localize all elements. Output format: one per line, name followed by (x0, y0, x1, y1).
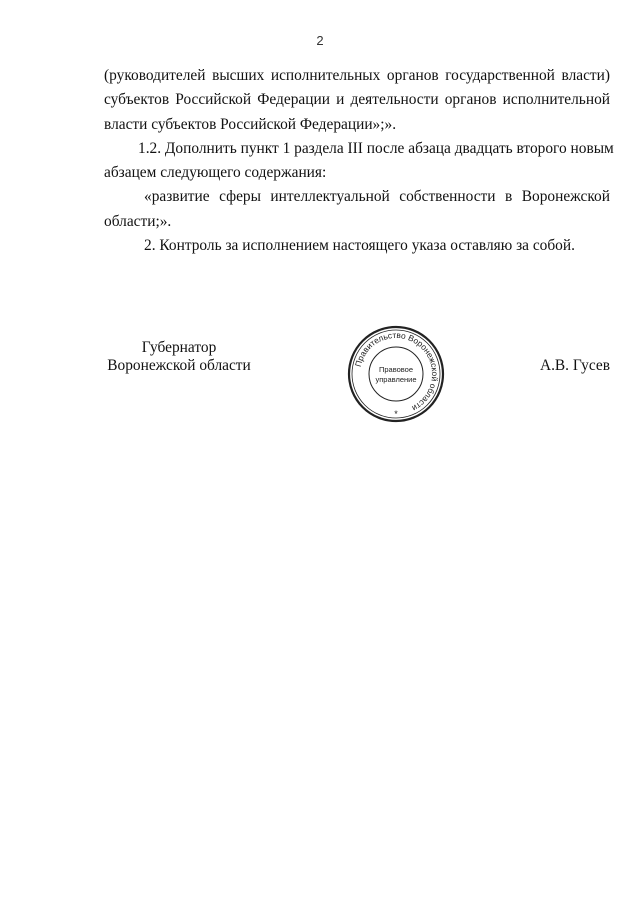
text-line: власти субъектов Российской Федерации»;». (104, 115, 397, 133)
text-line: абзацем следующего содержания: (104, 164, 327, 182)
text-line: субъектов Российской Федерации и деятельности органов исполнительной (104, 91, 610, 109)
seal-graphic (346, 324, 446, 424)
document-body (104, 64, 614, 258)
paragraph-continuation (104, 64, 610, 137)
signatory-name: А.В. Гусев (539, 357, 610, 374)
seal-star-icon: * (394, 409, 398, 419)
seal-center-ring (369, 347, 423, 401)
signatory-title-line: Губернатор (141, 339, 217, 356)
official-seal (346, 324, 446, 424)
seal-center-line: управление (375, 375, 417, 384)
seal-outer-ring (349, 327, 443, 421)
paragraph-quote (104, 185, 610, 234)
text-line: «развитие сферы интеллектуальной собственности в Воронежской (144, 188, 610, 206)
paragraph-item-2 (104, 234, 610, 258)
paragraph-item-1-2 (104, 137, 614, 186)
seal-ring-textpath: Правительство Воронежской области (352, 329, 441, 414)
page-number: 2 (316, 33, 324, 48)
text-line: 1.2. Дополнить пункт 1 раздела III после абзаца двадцать второго новым (138, 139, 614, 157)
signatory-title-line: Воронежской области (107, 357, 251, 374)
text-line: 2. Контроль за исполнением настоящего указа оставляю за собой. (144, 237, 575, 255)
seal-center-line: Правовое (378, 365, 414, 374)
signatory-title (104, 339, 254, 375)
text-line: (руководителей высших исполнительных органов государственной власти) (104, 67, 610, 84)
text-line: области;». (104, 212, 172, 230)
